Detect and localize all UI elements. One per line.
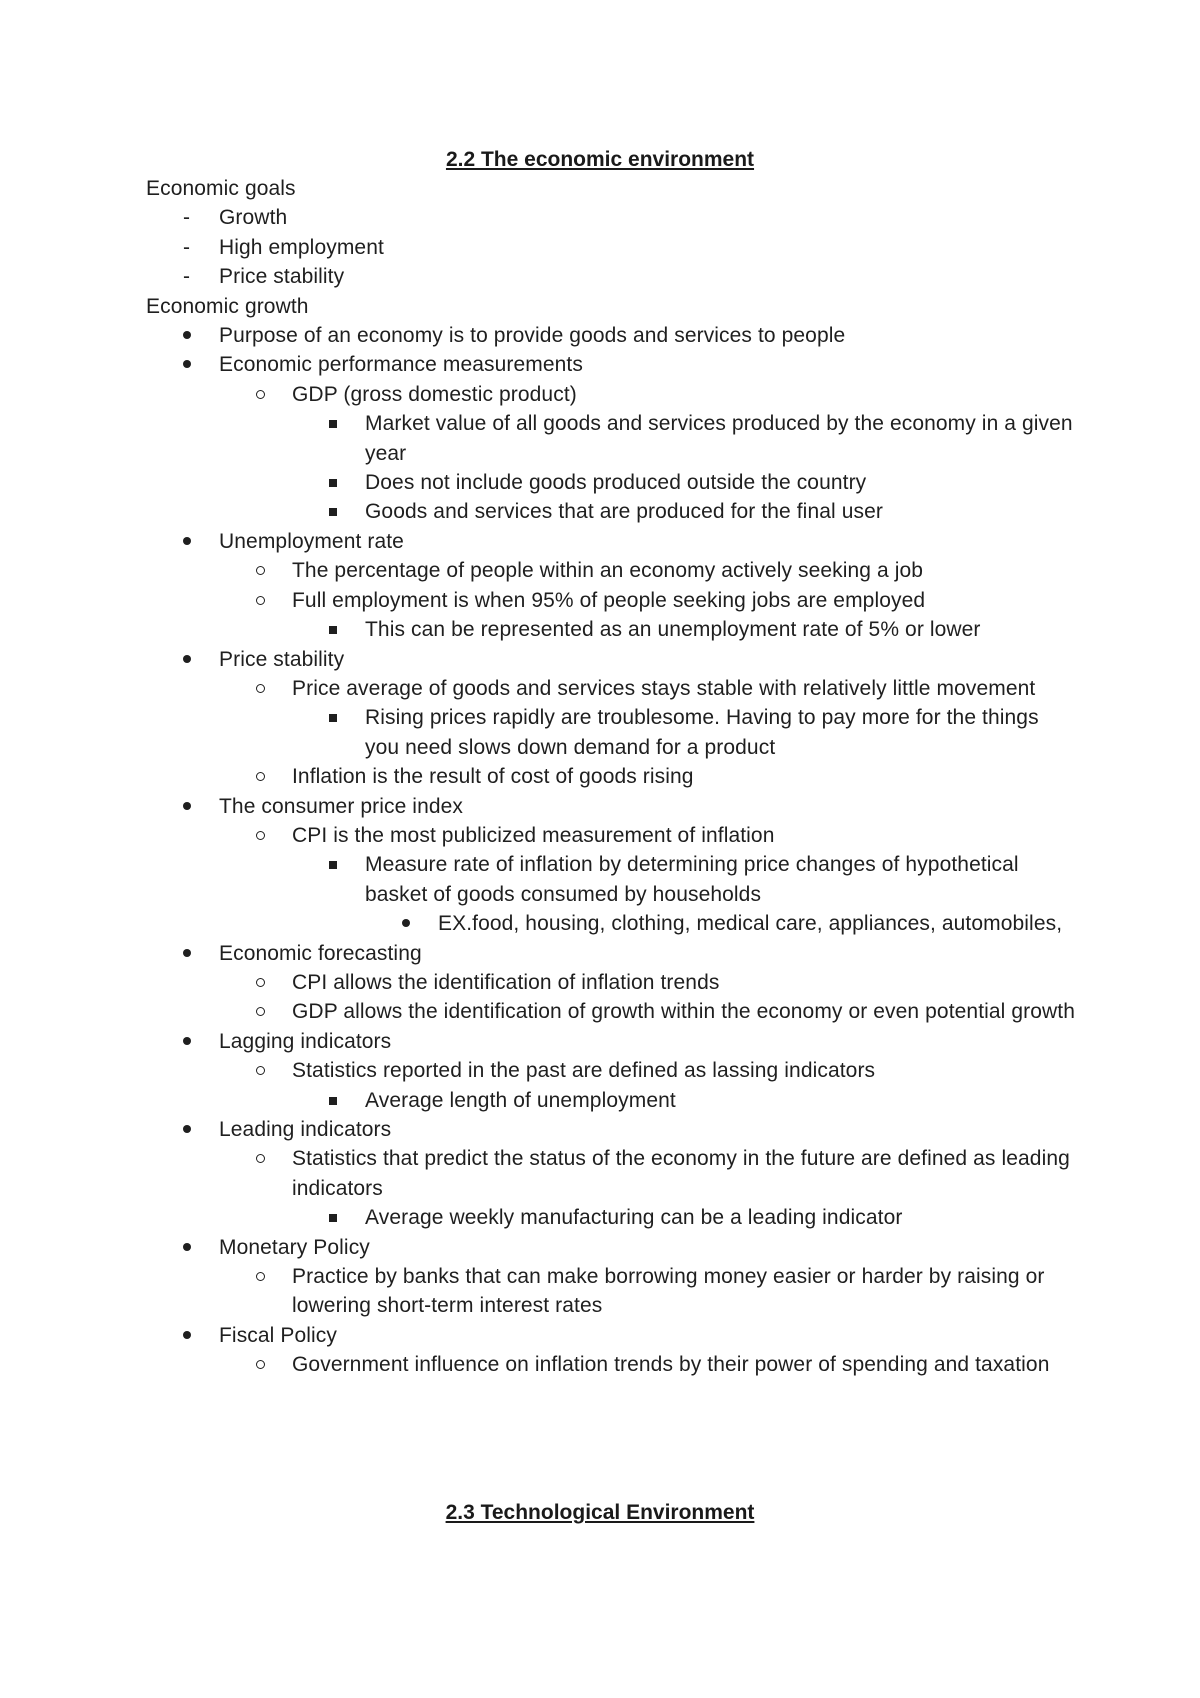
list-item [146, 1144, 1076, 1203]
notes-outline [146, 174, 1076, 1380]
list-item-text: Economic forecasting [219, 941, 422, 965]
list-item [146, 997, 1076, 1026]
hollow-circle-bullet-icon [256, 1360, 265, 1369]
hollow-circle-bullet-icon [256, 684, 265, 693]
hollow-circle-bullet-icon [256, 772, 265, 781]
list-item [146, 350, 1076, 379]
list-item [146, 1056, 1076, 1085]
list-item-text: GDP allows the identification of growth within the economy or even potential growth [292, 1000, 1076, 1024]
outline-heading [146, 174, 1076, 203]
list-item [146, 556, 1076, 585]
hollow-circle-bullet-icon [256, 1272, 265, 1281]
outline-heading [146, 292, 1076, 321]
list-item-text: Growth [219, 206, 288, 230]
hollow-circle-bullet-icon [256, 1154, 265, 1163]
list-item-text: Inflation is the result of cost of goods rising [292, 765, 694, 789]
hollow-circle-bullet-icon [256, 1066, 265, 1075]
list-item [146, 674, 1076, 703]
list-item-text: Market value of all goods and services produced by the economy in a given year [365, 412, 1073, 465]
list-item [146, 1086, 1076, 1115]
square-bullet-icon [329, 420, 337, 428]
section-heading-technological-environment: 2.3 Technological Environment [445, 1501, 755, 1524]
filled-dot-bullet-icon [183, 1331, 191, 1339]
hollow-circle-bullet-icon [256, 831, 265, 840]
list-item [146, 409, 1076, 468]
list-item-text: Leading indicators [219, 1118, 392, 1141]
list-item [146, 615, 1076, 644]
list-item-text: The percentage of people within an economy actively seeking a job [292, 559, 924, 583]
list-item-text: Purpose of an economy is to provide goods and services to people [219, 324, 846, 348]
hollow-circle-bullet-icon [256, 596, 265, 605]
list-item [146, 645, 1076, 674]
list-item-text: Monetary Policy [219, 1235, 370, 1259]
filled-dot-bullet-icon [183, 1037, 191, 1045]
list-item-text: Lagging indicators [219, 1029, 392, 1053]
list-item-text: Average length of unemployment [365, 1088, 676, 1112]
list-item-text: Economic performance measurements [219, 353, 583, 377]
list-item-text: Average weekly manufacturing can be a leading indicator [365, 1206, 903, 1230]
filled-dot-bullet-icon [183, 360, 191, 368]
list-item-text: This can be represented as an unemployment rate of 5% or lower [365, 618, 981, 642]
list-item [146, 380, 1076, 409]
list-item [146, 850, 1076, 909]
list-item-text: Price stability [219, 647, 345, 671]
list-item [146, 968, 1076, 997]
list-item [146, 527, 1076, 556]
square-bullet-icon [329, 479, 337, 487]
list-item [146, 792, 1076, 821]
square-bullet-icon [329, 508, 337, 516]
filled-dot-bullet-icon [183, 1125, 191, 1133]
square-bullet-icon [329, 626, 337, 634]
list-item-text: CPI allows the identification of inflation trends [292, 970, 720, 994]
list-item [146, 262, 1076, 291]
list-item-text: Statistics reported in the past are defined as lassing indicators [292, 1059, 876, 1083]
filled-dot-bullet-icon [183, 949, 191, 957]
list-item [146, 909, 1076, 938]
list-item [146, 468, 1076, 497]
list-item [146, 703, 1076, 762]
list-item-text: Does not include goods produced outside the country [365, 471, 867, 495]
hollow-circle-bullet-icon [256, 978, 265, 987]
filled-dot-bullet-icon [183, 331, 191, 339]
list-item-text: Goods and services that are produced for the final user [365, 500, 883, 524]
list-item-text: The consumer price index [219, 794, 464, 818]
filled-dot-bullet-icon [183, 655, 191, 663]
list-item-text: Rising prices rapidly are troublesome. Having to pay more for the things you need slows down demand for a product [365, 706, 1039, 759]
dash-bullet-icon: - [183, 235, 191, 259]
list-item [146, 1262, 1076, 1321]
list-item [146, 1115, 1076, 1144]
list-item [146, 762, 1076, 791]
section-heading-economic-environment: 2.2 The economic environment [445, 148, 755, 171]
list-item [146, 321, 1076, 350]
list-item-text: Full employment is when 95% of people seeking jobs are employed [292, 588, 926, 612]
square-bullet-icon [329, 861, 337, 869]
filled-dot-bullet-icon [183, 537, 191, 545]
list-item [146, 233, 1076, 262]
square-bullet-icon [329, 1097, 337, 1105]
dash-bullet-icon: - [183, 265, 191, 289]
list-item [146, 1203, 1076, 1232]
list-item-text: Price average of goods and services stays stable with relatively little movement [292, 676, 1036, 700]
square-bullet-icon [329, 714, 337, 722]
list-item [146, 821, 1076, 850]
list-item-text: Price stability [219, 265, 345, 289]
list-item [146, 586, 1076, 615]
list-item-text: Economic goals [146, 177, 296, 200]
list-item-text: Measure rate of inflation by determining price changes of hypothetical basket of goods consumed by households [365, 853, 1019, 906]
list-item-text: GDP (gross domestic product) [292, 382, 577, 406]
list-item [146, 203, 1076, 232]
hollow-circle-bullet-icon [256, 390, 265, 399]
list-item-text: High employment [219, 235, 384, 259]
list-item-text: Practice by banks that can make borrowing money easier or harder by raising or lowering short-term interest rates [292, 1265, 1045, 1318]
list-item [146, 939, 1076, 968]
square-bullet-icon [329, 1214, 337, 1222]
list-item-text: Statistics that predict the status of the economy in the future are defined as leading indicators [292, 1147, 1070, 1200]
list-item [146, 1233, 1076, 1262]
list-item-text: CPI is the most publicized measurement of inflation [292, 823, 775, 847]
list-item [146, 1321, 1076, 1350]
filled-dot-bullet-icon [402, 919, 410, 927]
hollow-circle-bullet-icon [256, 566, 265, 575]
list-item [146, 1350, 1076, 1379]
filled-dot-bullet-icon [183, 1243, 191, 1251]
list-item-text: Government influence on inflation trends by their power of spending and taxation [292, 1353, 1050, 1377]
list-item-text: Unemployment rate [219, 529, 404, 553]
list-item [146, 497, 1076, 526]
list-item-text: Economic growth [146, 294, 309, 318]
dash-bullet-icon: - [183, 206, 191, 230]
hollow-circle-bullet-icon [256, 1007, 265, 1016]
list-item-text: Fiscal Policy [219, 1323, 337, 1347]
filled-dot-bullet-icon [183, 802, 191, 810]
list-item [146, 1027, 1076, 1056]
list-item-text: EX.food, housing, clothing, medical care, appliances, automobiles, [438, 912, 1063, 936]
